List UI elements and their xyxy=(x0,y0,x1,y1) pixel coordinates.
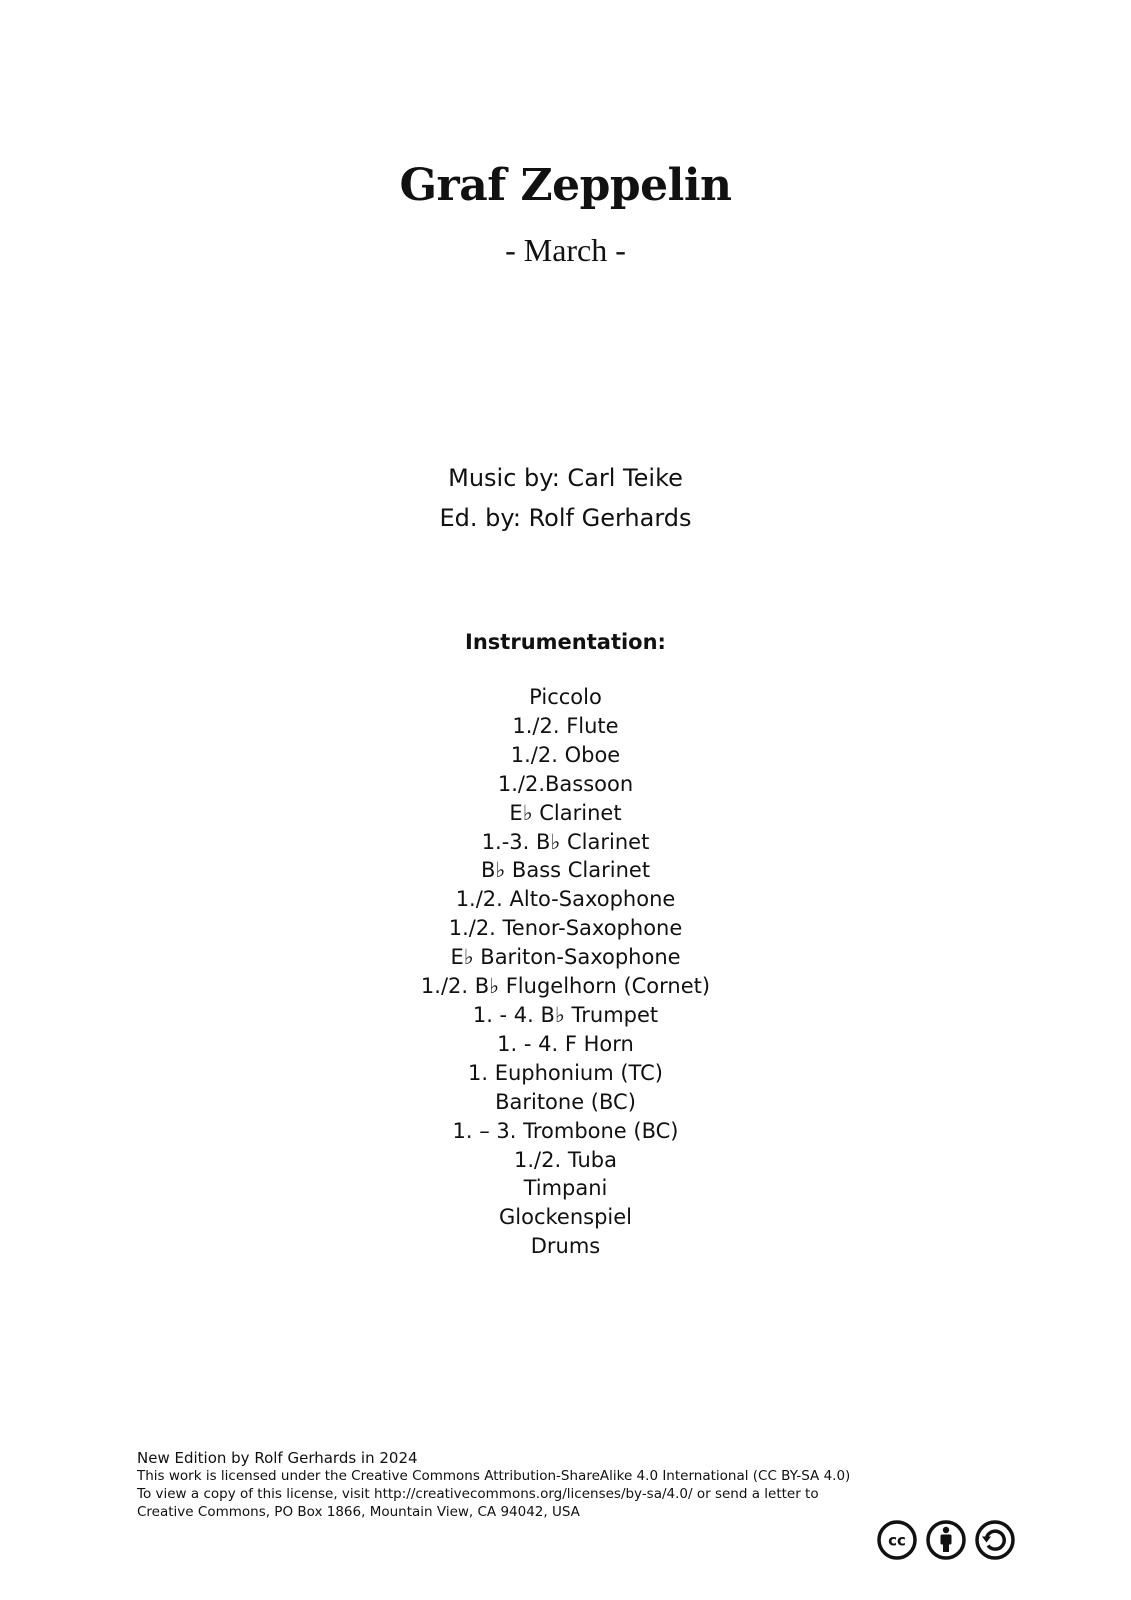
instrument-item: Drums xyxy=(530,1234,601,1259)
instrument-item: E♭ Bariton-Saxophone xyxy=(450,945,681,970)
instrument-item: 1. - 4. F Horn xyxy=(497,1031,634,1056)
editor-credit: Ed. by: Rolf Gerhards xyxy=(439,504,692,532)
instrument-item: Glockenspiel xyxy=(498,1205,632,1230)
instrument-item: 1. - 4. B♭ Trumpet xyxy=(472,1002,659,1027)
instrument-item: 1. – 3. Trombone (BC) xyxy=(452,1118,679,1143)
credits xyxy=(0,458,1131,538)
instrument-item: 1./2.Bassoon xyxy=(497,771,634,796)
instrument-item: 1./2. Tuba xyxy=(514,1147,617,1172)
license-line: This work is licensed under the Creative Commons Attribution-ShareAlike 4.0 International (CC BY-SA 4.0) xyxy=(137,1468,851,1484)
instrument-item: 1./2. Tenor-Saxophone xyxy=(448,916,683,941)
composer-credit: Music by: Carl Teike xyxy=(448,464,683,492)
instrument-item: B♭ Bass Clarinet xyxy=(480,858,651,883)
instrument-item: Baritone (BC) xyxy=(495,1089,636,1114)
cc-icon-label: cc xyxy=(888,1531,906,1550)
instrument-item: 1./2. Alto-Saxophone xyxy=(455,887,676,912)
instrument-item: 1./2. B♭ Flugelhorn (Cornet) xyxy=(420,974,711,999)
instrument-item: 1./2. Oboe xyxy=(510,742,621,767)
edition-note: New Edition by Rolf Gerhards in 2024 xyxy=(137,1449,418,1467)
instrument-item: Timpani xyxy=(523,1176,608,1201)
instrumentation-list xyxy=(0,683,1131,1261)
instrumentation-heading: Instrumentation: xyxy=(465,630,666,654)
piece-title: Graf Zeppelin xyxy=(399,160,732,211)
instrument-item: 1. Euphonium (TC) xyxy=(467,1060,663,1085)
instrument-item: 1.-3. B♭ Clarinet xyxy=(481,829,650,854)
license-address-line: Creative Commons, PO Box 1866, Mountain View, CA 94042, USA xyxy=(137,1504,580,1520)
cc-icon xyxy=(876,1519,918,1561)
cc-license-badges xyxy=(876,1519,1016,1561)
instrument-item: E♭ Clarinet xyxy=(509,800,622,825)
share-alike-icon xyxy=(974,1519,1016,1561)
license-footer xyxy=(137,1449,850,1521)
attribution-icon xyxy=(925,1519,967,1561)
instrument-item: Piccolo xyxy=(529,685,602,709)
instrument-item: 1./2. Flute xyxy=(512,713,619,738)
piece-subtitle: - March - xyxy=(505,232,626,268)
license-link-line[interactable]: To view a copy of this license, visit http://creativecommons.org/licenses/by-sa/4.0/ or send a letter to xyxy=(137,1486,819,1502)
